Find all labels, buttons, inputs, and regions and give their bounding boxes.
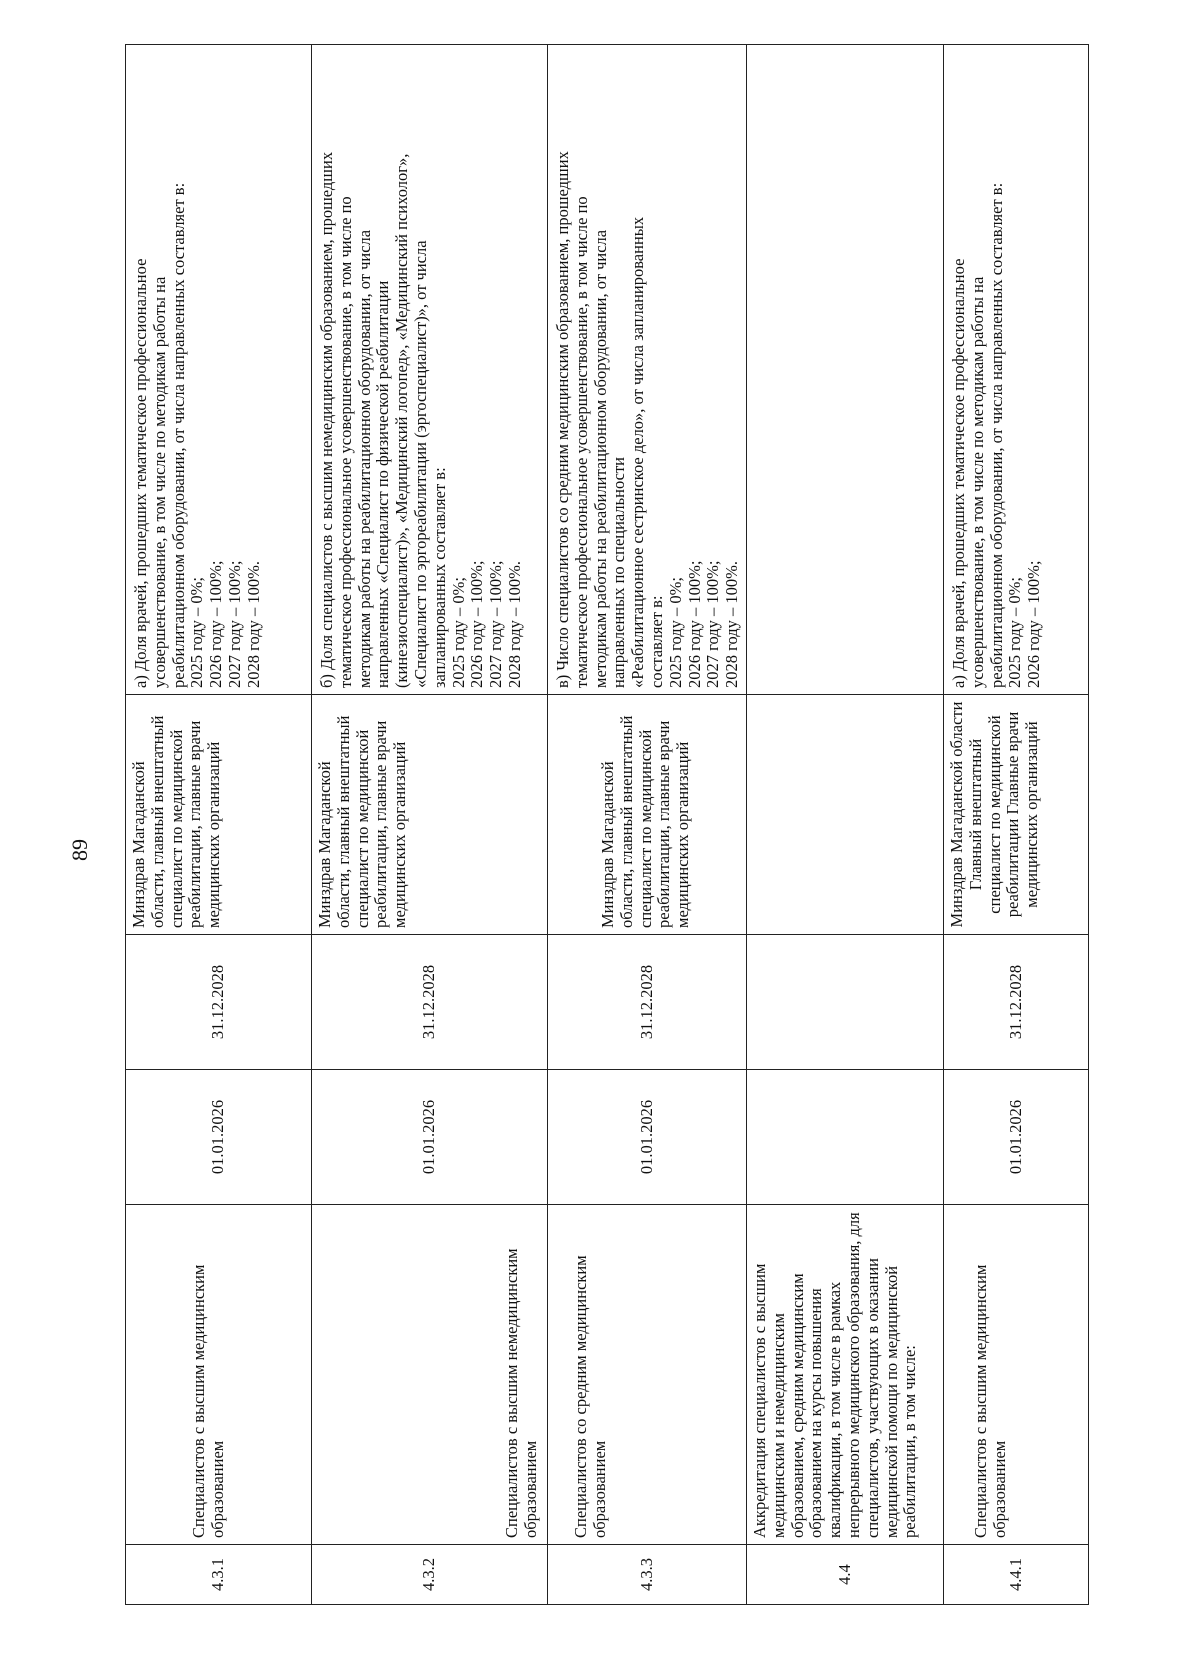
end-date: 31.12.2028 — [126, 935, 312, 1070]
result-line: «Реабилитационное сестринское дело», от числа запланированных — [628, 216, 648, 688]
result-line: «Специалист по эргореабилитации (эргоспециалист)», от числа — [410, 240, 430, 688]
end-date: 31.12.2028 — [312, 935, 548, 1070]
start-date: 01.01.2026 — [943, 1070, 1088, 1205]
result-line: 2028 году – 100%. — [722, 560, 742, 688]
result-line: (кинезиоспециалист)», «Медицинский логопед», «Медицинский психолог», — [392, 153, 412, 688]
start-date — [746, 1070, 943, 1205]
result-line: а) Доля врачей, прошедших тематическое профессиональное — [131, 258, 150, 688]
result-line: 2025 году – 0%; — [448, 577, 468, 688]
item-name — [548, 1205, 747, 1545]
table-row — [312, 45, 548, 1605]
result-line: направленных «Специалист по физической реабилитации — [373, 280, 393, 688]
item-name — [126, 1205, 312, 1545]
table-row — [548, 45, 747, 1605]
result-line: 2026 году – 100%; — [684, 560, 704, 688]
result-line: направленных по специальности — [609, 456, 629, 688]
result-line: 2027 году – 100%; — [703, 560, 723, 688]
result-line: методикам работы на реабилитационном оборудовании, от числа — [354, 229, 374, 688]
responsible: Минздрав Магаданской области, главный внештатный специалист по медицинской реабилитации, главные врачи медицинских организаций — [126, 695, 312, 935]
page-number: 89 — [67, 839, 92, 861]
result-line: 2026 году – 100%; — [467, 560, 487, 688]
result-line: б) Доля специалистов с высшим немедицинским образованием, прошедших — [317, 151, 336, 688]
result-line: методикам работы на реабилитационном оборудовании, от числа — [590, 229, 610, 688]
item-name: Аккредитация специалистов с высшим медицинским и немедицинским образованием, средним медицинским образованием на курсы повышения квалификации, в том числе в рамках непрерывного медицинского образования, для специалистов, участвующих в оказании медицинской помощи по медицинской реабилитации, в том числе: — [746, 1205, 943, 1545]
item-number: 4.4 — [746, 1545, 943, 1605]
end-date — [746, 935, 943, 1070]
responsible: Минздрав Магаданской области Главный внештатный специалист по медицинской реабилитации Главные врачи медицинских организаций — [943, 695, 1088, 935]
item-name: Специалистов с высшим немедицинским образованием — [312, 1205, 548, 1545]
end-date: 31.12.2028 — [548, 935, 747, 1070]
item-number: 4.3.1 — [126, 1545, 312, 1605]
item-number: 4.3.3 — [548, 1545, 747, 1605]
result-line: 2025 году – 0%; — [1005, 577, 1025, 688]
result-line: составляет в: — [646, 595, 666, 688]
result-line: тематическое профессиональное усовершенствование, в том числе по — [571, 196, 591, 688]
rotated-page-content — [125, 45, 1085, 1605]
result-indicator — [746, 45, 943, 695]
item-name — [943, 1205, 1088, 1545]
start-date: 01.01.2026 — [548, 1070, 747, 1205]
result-line: 2028 году – 100%. — [504, 560, 524, 688]
start-date: 01.01.2026 — [312, 1070, 548, 1205]
table-row — [943, 45, 1088, 1605]
result-indicator — [548, 45, 747, 695]
result-line: 2028 году – 100%. — [243, 560, 263, 688]
result-indicator — [312, 45, 548, 695]
result-line: а) Доля врачей, прошедших тематическое профессиональное — [948, 258, 968, 688]
result-indicator — [943, 45, 1088, 695]
result-line: 2027 году – 100%; — [486, 560, 506, 688]
table-row — [126, 45, 312, 1605]
table-row — [746, 45, 943, 1605]
result-line: усовершенствование, в том числе по методикам работы на — [967, 276, 987, 688]
start-date: 01.01.2026 — [126, 1070, 312, 1205]
item-number: 4.4.1 — [943, 1545, 1088, 1605]
responsible: Минздрав Магаданской области, главный внештатный специалист по медицинской реабилитации, главные врачи медицинских организаций — [548, 695, 747, 935]
result-line: 2027 году – 100%; — [224, 560, 244, 688]
result-line: усовершенствование, в том числе по методикам работы на — [149, 276, 169, 688]
item-name-text: Специалистов с высшим медицинским образованием — [189, 1264, 227, 1538]
result-line: 2026 году – 100%; — [1024, 560, 1044, 688]
result-line: реабилитационном оборудовании, от числа направленных составляет в: — [168, 182, 188, 688]
end-date: 31.12.2028 — [943, 935, 1088, 1070]
action-plan-table — [125, 44, 1089, 1605]
result-line: тематическое профессиональное усовершенствование, в том числе по — [335, 196, 355, 688]
responsible: Минздрав Магаданской области, главный внештатный специалист по медицинской реабилитации, главные врачи медицинских организаций — [312, 695, 548, 935]
item-name-text: Специалистов с высшим медицинским образованием — [970, 1264, 1009, 1538]
result-line: 2026 году – 100%; — [206, 560, 226, 688]
result-line: реабилитационном оборудовании, от числа направленных составляет в: — [986, 182, 1006, 688]
result-line: запланированных составляет в: — [429, 467, 449, 688]
item-name-text: Специалистов со средним медицинским образованием — [571, 1255, 609, 1538]
result-line: в) Число специалистов со средним медицинским образованием, прошедших — [553, 151, 572, 688]
result-line: 2025 году – 0%; — [187, 577, 207, 688]
result-line: 2025 году – 0%; — [665, 577, 685, 688]
responsible — [746, 695, 943, 935]
result-indicator — [126, 45, 312, 695]
item-number: 4.3.2 — [312, 1545, 548, 1605]
